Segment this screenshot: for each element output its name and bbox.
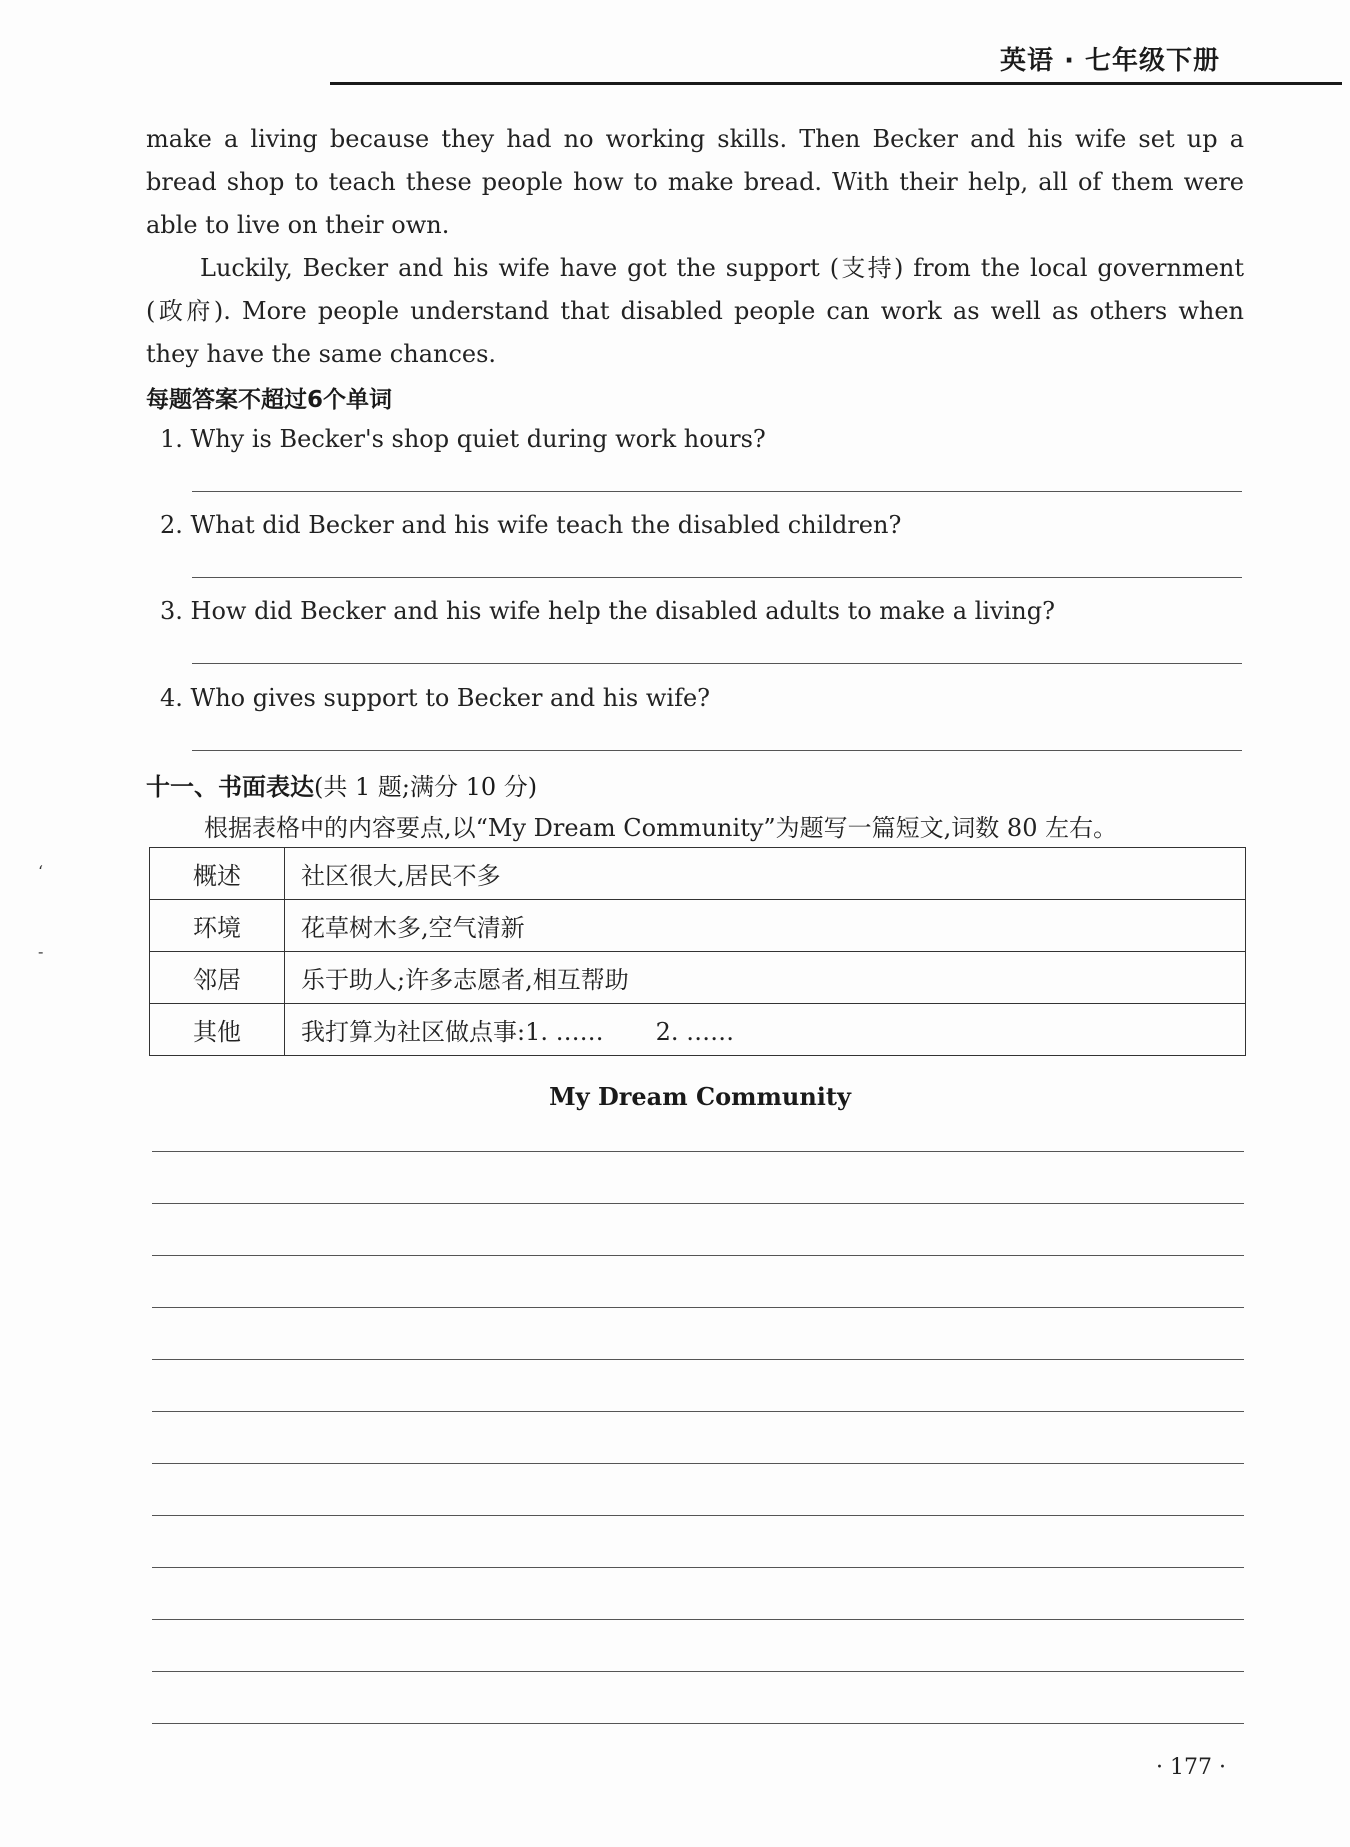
passage-paragraph-2: Luckily, Becker and his wife have got the support (支持) from the local government (政府). More people understand that disabled people can work as well as others when they have the same chances. xyxy=(146,254,1244,368)
question-text: How did Becker and his wife help the disabled adults to make a living? xyxy=(190,597,1055,625)
question-number: 4. xyxy=(160,684,183,712)
question-number: 1. xyxy=(160,425,183,453)
answer-line-1[interactable] xyxy=(192,491,1242,492)
writing-line[interactable] xyxy=(152,1463,1244,1464)
outline-table xyxy=(149,847,1246,1056)
outline-value-part-2: 2. …… xyxy=(655,1018,735,1046)
questions-instruction: 每题答案不超过6个单词 xyxy=(146,387,393,413)
question-number: 3. xyxy=(160,597,183,625)
essay-title: My Dream Community xyxy=(549,1082,851,1111)
page-number: · 177 · xyxy=(1156,1755,1226,1780)
writing-line[interactable] xyxy=(152,1411,1244,1412)
writing-line[interactable] xyxy=(152,1255,1244,1256)
writing-instruction: 根据表格中的内容要点,以“My Dream Community”为题写一篇短文,词数 80 左右。 xyxy=(204,814,1118,842)
question-4 xyxy=(160,684,710,712)
outline-row xyxy=(150,848,1246,900)
reading-passage xyxy=(146,118,1244,376)
question-3 xyxy=(160,597,1055,625)
writing-line[interactable] xyxy=(152,1567,1244,1568)
writing-line[interactable] xyxy=(152,1203,1244,1204)
writing-line[interactable] xyxy=(152,1671,1244,1672)
question-2 xyxy=(160,511,901,539)
header-title: 英语 · 七年级下册 xyxy=(1000,46,1220,76)
section-heading: 十一、书面表达 xyxy=(146,773,314,801)
outline-value: 乐于助人;许多志愿者,相互帮助 xyxy=(285,952,1246,1004)
answer-line-4[interactable] xyxy=(192,750,1242,751)
question-text: Why is Becker's shop quiet during work hours? xyxy=(190,425,766,453)
outline-key: 环境 xyxy=(150,900,285,952)
outline-key: 概述 xyxy=(150,848,285,900)
passage-paragraph-1: make a living because they had no working skills. Then Becker and his wife set up a bread shop to teach these people how to make bread. With their help, all of them were able to live on their own. xyxy=(146,125,1244,239)
writing-line[interactable] xyxy=(152,1359,1244,1360)
writing-line[interactable] xyxy=(152,1515,1244,1516)
outline-value xyxy=(285,1004,1246,1056)
worksheet-page: 英语 · 七年级下册 make a living because they had no working skills. Then Becker and his wife set up a bread shop to teach these people how to make bread. With their help, all of them were able to live on their own. Luckily, Becker and his wife have got the support (支持) from the local government (政府). More people understand that disabled people can work as well as others when they have the same chances. 每题答案不超过6个单词 1. Why is Becker's shop quiet during work hours? 2. What did Becker and his wife teach the disabled children? 3. How did Becker and his wife help the disabled adults to make a living? 4. Who gives support to Becker and his wife? 十一、书面表达(共 1 题;满分 10 分) 根据表格中的内容要点,以“My Dream Community”为题写一篇短文,词数 80 左右。 ‘ - 概述 社区很大,居民不多 环境 花草树木多,空气清新 邻居 乐于助人;许多志愿者,相互帮助 其他 我打算为社区做点事:1. …… 2. …… My Dream Community · 177 · xyxy=(0,0,1350,1847)
outline-row xyxy=(150,900,1246,952)
outline-key: 邻居 xyxy=(150,952,285,1004)
section-score: (共 1 题;满分 10 分) xyxy=(314,773,538,801)
header-rule xyxy=(330,82,1342,85)
outline-value: 社区很大,居民不多 xyxy=(285,848,1246,900)
writing-line[interactable] xyxy=(152,1307,1244,1308)
outline-value-part-1: 我打算为社区做点事:1. …… xyxy=(301,1018,604,1046)
outline-key: 其他 xyxy=(150,1004,285,1056)
writing-line[interactable] xyxy=(152,1151,1244,1152)
answer-line-3[interactable] xyxy=(192,663,1242,664)
question-text: What did Becker and his wife teach the disabled children? xyxy=(190,511,902,539)
question-number: 2. xyxy=(160,511,183,539)
outline-row xyxy=(150,952,1246,1004)
writing-line[interactable] xyxy=(152,1619,1244,1620)
outline-row xyxy=(150,1004,1246,1056)
writing-section-title xyxy=(146,767,537,802)
question-1 xyxy=(160,425,766,453)
answer-line-2[interactable] xyxy=(192,577,1242,578)
question-text: Who gives support to Becker and his wife? xyxy=(190,684,711,712)
writing-line[interactable] xyxy=(152,1723,1244,1724)
outline-value: 花草树木多,空气清新 xyxy=(285,900,1246,952)
